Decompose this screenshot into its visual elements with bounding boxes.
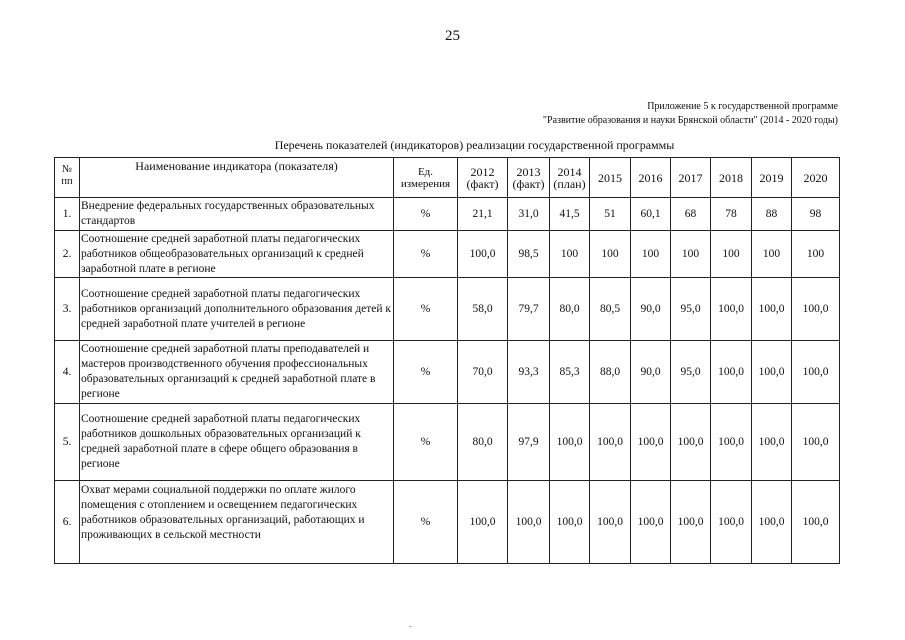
header-year-note: (факт) bbox=[466, 176, 499, 191]
value-cell: 100,0 bbox=[711, 341, 752, 404]
value-cell: 100,0 bbox=[458, 481, 508, 564]
value-cell: 100,0 bbox=[752, 278, 792, 341]
header-year: 2017 bbox=[671, 158, 711, 198]
value-cell: 100,0 bbox=[550, 404, 590, 481]
indicator-name: Внедрение федеральных государственных образовательных стандартов bbox=[80, 198, 394, 231]
row-number: 3. bbox=[55, 278, 80, 341]
header-year-label: 2012 bbox=[470, 164, 495, 179]
value-cell: 100 bbox=[752, 231, 792, 278]
appendix-line-2: "Развитие образования и науки Брянской области" (2014 - 2020 годы) bbox=[542, 115, 838, 126]
value-cell: 88 bbox=[752, 198, 792, 231]
value-cell: 88,0 bbox=[590, 341, 631, 404]
value-cell: 100,0 bbox=[590, 404, 631, 481]
header-name: Наименование индикатора (показателя) bbox=[80, 158, 394, 198]
table-row bbox=[55, 231, 840, 278]
header-year: 2016 bbox=[631, 158, 671, 198]
value-cell: 100,0 bbox=[711, 481, 752, 564]
value-cell: 95,0 bbox=[671, 278, 711, 341]
value-cell: 100,0 bbox=[792, 404, 840, 481]
header-year: 2015 bbox=[590, 158, 631, 198]
value-cell: 70,0 bbox=[458, 341, 508, 404]
indicators-table bbox=[54, 157, 840, 564]
page-number: 25 bbox=[445, 28, 460, 44]
header-year: 2020 bbox=[792, 158, 840, 198]
header-num: № пп bbox=[55, 158, 80, 198]
value-cell: 98 bbox=[792, 198, 840, 231]
value-cell: 90,0 bbox=[631, 341, 671, 404]
row-number: 4. bbox=[55, 341, 80, 404]
value-cell: 100,0 bbox=[752, 404, 792, 481]
header-year: 2018 bbox=[711, 158, 752, 198]
indicator-name: Охват мерами социальной поддержки по оплате жилого помещения с отоплением и освещением педагогических работников образовательных организаций, работающих и проживающих в сельской местности bbox=[80, 481, 394, 564]
value-cell: 100 bbox=[590, 231, 631, 278]
value-cell: 41,5 bbox=[550, 198, 590, 231]
value-cell: 100,0 bbox=[550, 481, 590, 564]
value-cell: 80,5 bbox=[590, 278, 631, 341]
indicator-name: Соотношение средней заработной платы преподавателей и мастеров производственного обучения профессиональных образовательных организаций к средней заработной плате в регионе bbox=[80, 341, 394, 404]
indicator-name: Соотношение средней заработной платы педагогических работников общеобразовательных организаций к средней заработной плате в регионе bbox=[80, 231, 394, 278]
value-cell: 100 bbox=[550, 231, 590, 278]
table-row bbox=[55, 198, 840, 231]
value-cell: 58,0 bbox=[458, 278, 508, 341]
value-cell: 68 bbox=[671, 198, 711, 231]
header-year bbox=[508, 158, 550, 198]
value-cell: 100,0 bbox=[631, 404, 671, 481]
header-year bbox=[458, 158, 508, 198]
table-title: Перечень показателей (индикаторов) реализации государственной программы bbox=[274, 138, 675, 152]
header-unit-line-2: измерения bbox=[400, 177, 451, 190]
value-cell: 100,0 bbox=[792, 481, 840, 564]
indicator-name: Соотношение средней заработной платы педагогических работников организаций дополнительного образования детей к средней заработной плате учителей в регионе bbox=[80, 278, 394, 341]
value-cell: 100 bbox=[792, 231, 840, 278]
value-cell: 100 bbox=[631, 231, 671, 278]
header-year-note: (план) bbox=[553, 176, 586, 191]
header-year-label: 2013 bbox=[516, 164, 541, 179]
value-cell: 100,0 bbox=[792, 278, 840, 341]
value-cell: 79,7 bbox=[508, 278, 550, 341]
value-cell: 80,0 bbox=[550, 278, 590, 341]
value-cell: 90,0 bbox=[631, 278, 671, 341]
appendix-caption bbox=[543, 100, 838, 128]
value-cell: 100,0 bbox=[792, 341, 840, 404]
table-row bbox=[55, 278, 840, 341]
unit-cell: % bbox=[394, 278, 458, 341]
appendix-line-1: Приложение 5 к государственной программе bbox=[647, 101, 838, 112]
value-cell: 21,1 bbox=[458, 198, 508, 231]
value-cell: 85,3 bbox=[550, 341, 590, 404]
value-cell: 31,0 bbox=[508, 198, 550, 231]
value-cell: 100,0 bbox=[752, 481, 792, 564]
stray-mark: . bbox=[409, 620, 411, 629]
unit-cell: % bbox=[394, 404, 458, 481]
value-cell: 100 bbox=[671, 231, 711, 278]
row-number: 5. bbox=[55, 404, 80, 481]
header-year: 2019 bbox=[752, 158, 792, 198]
row-number: 6. bbox=[55, 481, 80, 564]
value-cell: 98,5 bbox=[508, 231, 550, 278]
value-cell: 100,0 bbox=[508, 481, 550, 564]
value-cell: 100,0 bbox=[671, 481, 711, 564]
header-year bbox=[550, 158, 590, 198]
value-cell: 95,0 bbox=[671, 341, 711, 404]
indicator-name: Соотношение средней заработной платы педагогических работников дошкольных образовательных организаций к средней заработной плате в сфере общего образования в регионе bbox=[80, 404, 394, 481]
value-cell: 100,0 bbox=[590, 481, 631, 564]
value-cell: 93,3 bbox=[508, 341, 550, 404]
header-row bbox=[55, 158, 840, 198]
value-cell: 100,0 bbox=[671, 404, 711, 481]
value-cell: 97,9 bbox=[508, 404, 550, 481]
value-cell: 78 bbox=[711, 198, 752, 231]
value-cell: 100 bbox=[711, 231, 752, 278]
unit-cell: % bbox=[394, 341, 458, 404]
value-cell: 80,0 bbox=[458, 404, 508, 481]
table-row bbox=[55, 404, 840, 481]
value-cell: 100,0 bbox=[752, 341, 792, 404]
unit-cell: % bbox=[394, 198, 458, 231]
unit-cell: % bbox=[394, 481, 458, 564]
value-cell: 60,1 bbox=[631, 198, 671, 231]
value-cell: 100,0 bbox=[711, 278, 752, 341]
row-number: 2. bbox=[55, 231, 80, 278]
table-row bbox=[55, 341, 840, 404]
value-cell: 51 bbox=[590, 198, 631, 231]
value-cell: 100,0 bbox=[631, 481, 671, 564]
value-cell: 100,0 bbox=[711, 404, 752, 481]
row-number: 1. bbox=[55, 198, 80, 231]
value-cell: 100,0 bbox=[458, 231, 508, 278]
unit-cell: % bbox=[394, 231, 458, 278]
table-row bbox=[55, 481, 840, 564]
header-unit-line-1: Ед. bbox=[417, 165, 434, 178]
header-year-note: (факт) bbox=[512, 176, 545, 191]
header-year-label: 2014 bbox=[557, 164, 582, 179]
header-unit bbox=[394, 158, 458, 198]
